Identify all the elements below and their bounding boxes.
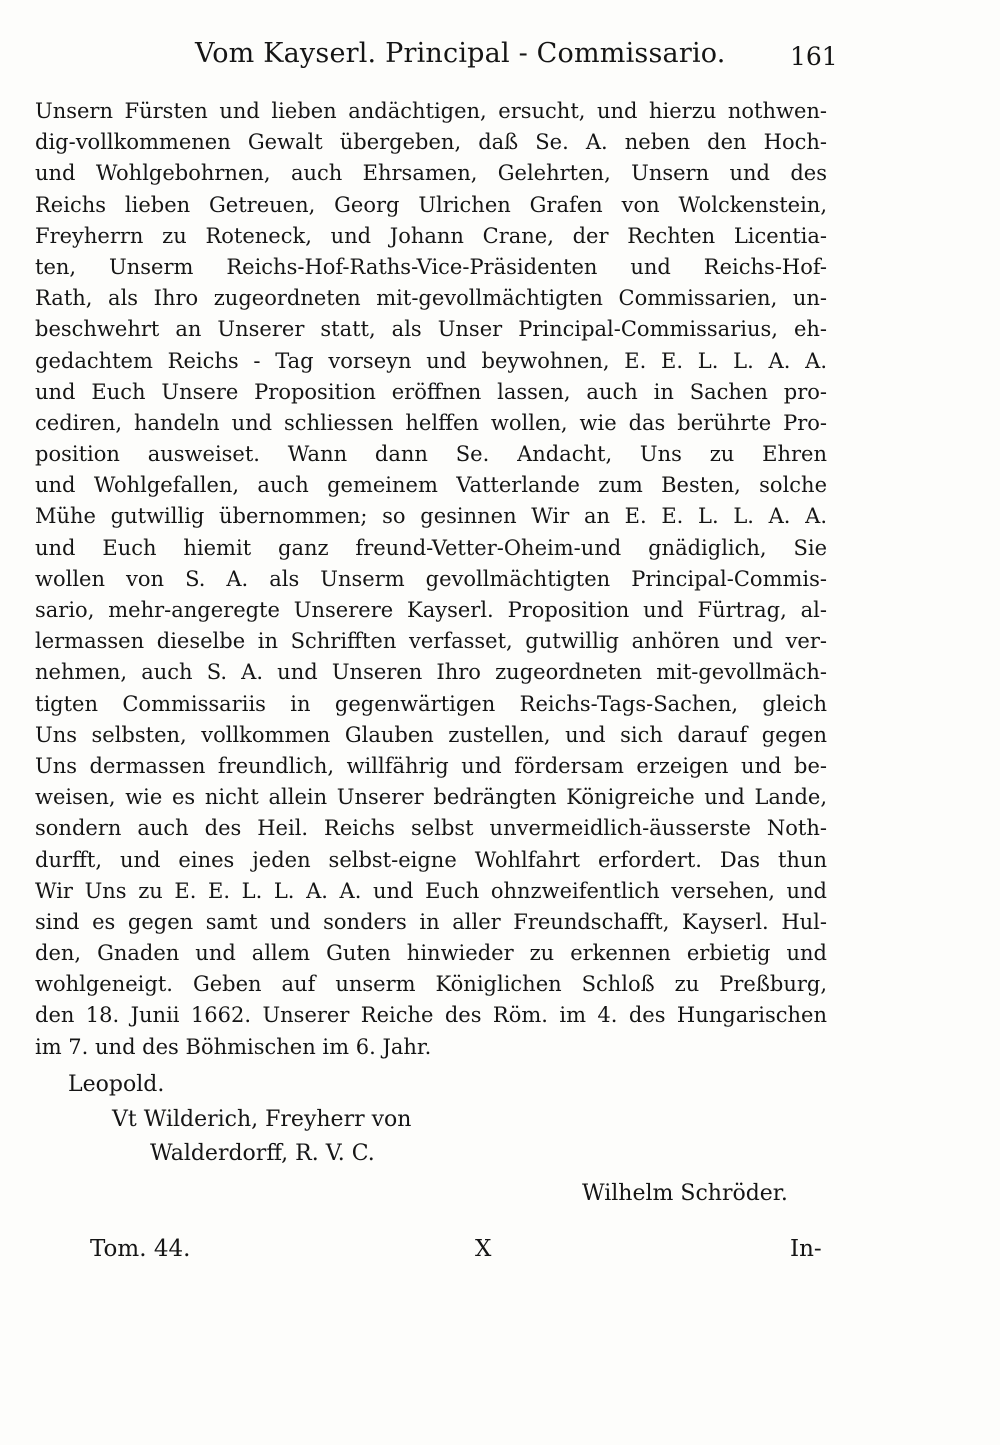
text-line: ten, Unserm Reichs-Hof-Raths-Vice-Präsidenten und Reichs-Hof-	[35, 254, 827, 279]
page-footer	[0, 1236, 1000, 1276]
text-line: Freyherrn zu Roteneck, und Johann Crane, der Rechten Licentia-	[35, 223, 827, 248]
text-line: Reichs lieben Getreuen, Georg Ulrichen Grafen von Wolckenstein,	[35, 192, 827, 217]
text-line: den 18. Junii 1662. Unserer Reiche des Röm. im 4. des Hungarischen	[35, 1003, 827, 1028]
text-line: und Wohlgebohrnen, auch Ehrsamen, Gelehrten, Unsern und des	[35, 161, 827, 186]
text-line: cediren, handeln und schliessen helffen wollen, wie das berührte Pro-	[35, 410, 827, 435]
page-header	[0, 38, 1000, 78]
text-line: Wir Uns zu E. E. L. L. A. A. und Euch ohnzweifentlich versehen, und	[35, 878, 827, 903]
text-line: im 7. und des Böhmischen im 6. Jahr.	[35, 1034, 432, 1059]
text-line: gedachtem Reichs - Tag vorseyn und beywohnen, E. E. L. L. A. A.	[35, 348, 827, 373]
text-line: sondern auch des Heil. Reichs selbst unvermeidlich-äusserste Noth-	[35, 816, 827, 841]
text-line: den, Gnaden und allem Guten hinwieder zu erkennen erbietig und	[35, 941, 827, 966]
catchword: In-	[790, 1236, 822, 1262]
countersignature-line-2: Walderdorff, R. V. C.	[150, 1141, 375, 1166]
text-line: Rath, als Ihro zugeordneten mit-gevollmächtigten Commissarien, un-	[35, 286, 827, 311]
page-number: 161	[790, 42, 838, 71]
text-line: weisen, wie es nicht allein Unserer bedrängten Königreiche und Lande,	[35, 785, 827, 810]
text-line: beschwehrt an Unserer statt, als Unser Principal-Commissarius, eh-	[35, 317, 827, 342]
text-line: sind es gegen samt und sonders in aller Freundschafft, Kayserl. Hul-	[35, 909, 827, 934]
text-line: nehmen, auch S. A. und Unseren Ihro zugeordneten mit-gevollmäch-	[35, 660, 827, 685]
text-line: durfft, und eines jeden selbst-eigne Wohlfahrt erfordert. Das thun	[35, 847, 827, 872]
tome-label: Tom. 44.	[90, 1236, 191, 1262]
signature-emperor: Leopold.	[68, 1072, 165, 1097]
text-line: dig-vollkommenen Gewalt übergeben, daß Se. A. neben den Hoch-	[35, 130, 827, 155]
text-line: wohlgeneigt. Geben auf unserm Königlichen Schloß zu Preßburg,	[35, 972, 827, 997]
text-line: tigten Commissariis in gegenwärtigen Reichs-Tags-Sachen, gleich	[35, 691, 827, 716]
text-line: und Wohlgefallen, auch gemeinem Vatterlande zum Besten, solche	[35, 473, 827, 498]
text-line: und Euch Unsere Proposition eröffnen lassen, auch in Sachen pro-	[35, 379, 827, 404]
text-line: Unsern Fürsten und lieben andächtigen, ersucht, und hierzu nothwen-	[35, 99, 827, 123]
signature-secretary: Wilhelm Schröder.	[582, 1181, 788, 1206]
countersignature-line-1: Vt Wilderich, Freyherr von	[112, 1107, 412, 1132]
text-line: Uns dermassen freundlich, willfährig und fördersam erzeigen und be-	[35, 753, 827, 778]
body-text	[35, 96, 827, 1063]
text-line: Uns selbsten, vollkommen Glauben zustellen, und sich darauf gegen	[35, 722, 827, 747]
text-line: sario, mehr-angeregte Unserere Kayserl. Proposition und Fürtrag, al-	[35, 598, 827, 622]
text-line: und Euch hiemit ganz freund-Vetter-Oheim-und gnädiglich, Sie	[35, 535, 827, 560]
running-head: Vom Kayserl. Principal - Commissario.	[195, 38, 726, 69]
signature-mark: X	[475, 1236, 492, 1262]
text-line: wollen von S. A. als Unserm gevollmächtigten Principal-Commis-	[35, 566, 827, 591]
text-line: position ausweiset. Wann dann Se. Andacht, Uns zu Ehren	[35, 442, 827, 467]
text-line: lermassen dieselbe in Schrifften verfasset, gutwillig anhören und ver-	[35, 629, 827, 654]
text-line: Mühe gutwillig übernommen; so gesinnen Wir an E. E. L. L. A. A.	[35, 504, 827, 529]
